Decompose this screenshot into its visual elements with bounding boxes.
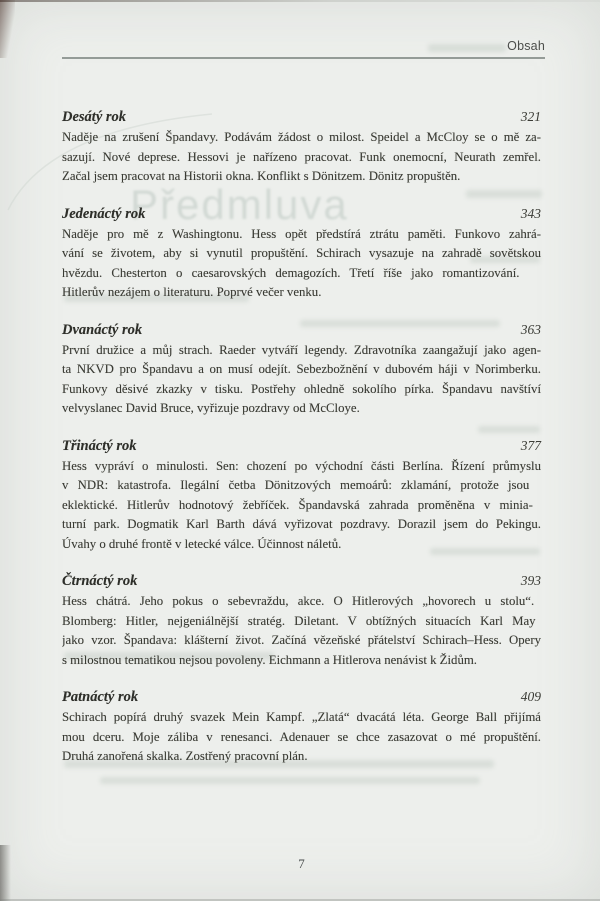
chapter-summary-line: s milostnou tematikou nejsou povoleny. Eichmann a Hitlerova nenávist k Židům. xyxy=(62,652,477,667)
chapter-summary-line: Začal jsem pracovat na Historii okna. Konflikt s Dönitzem. Dönitz propuštěn. xyxy=(62,169,461,183)
chapter-summary-line: vání se životem, aby si vynutil propuštění. Schirach vysazuje na zahradě sovětskou xyxy=(62,246,541,260)
page-number: 7 xyxy=(298,856,305,871)
chapter-page-number: 409 xyxy=(520,689,541,704)
toc-section xyxy=(62,435,541,555)
running-header-title: Obsah xyxy=(507,39,545,53)
toc-section xyxy=(62,203,541,303)
toc-section xyxy=(62,686,541,767)
chapter-summary-line: Naděje pro mě z Washingtonu. Hess opět předstírá ztrátu paměti. Funkovo zahrá- xyxy=(62,226,541,241)
chapter-summary-line: hvězdu. Chesterton o caesarovských demagozích. Třetí říše jako romantizování. xyxy=(62,265,520,280)
toc-section xyxy=(62,319,541,419)
chapter-summary-line: v NDR: katastrofa. Ilegální četba Dönitzových memoárů: zklamání, protože jsou xyxy=(62,478,530,492)
chapter-title: Jedenáctý rok xyxy=(62,205,146,222)
chapter-heading-row xyxy=(62,435,541,456)
chapter-title: Třináctý rok xyxy=(62,437,137,454)
chapter-page-number: 363 xyxy=(520,321,541,337)
chapter-summary-line: Druhá zanořená skalka. Zostřený pracovní plán. xyxy=(62,749,308,763)
chapter-summary-line: Hitlerův nezájem o literaturu. Poprvé večer venku. xyxy=(62,285,322,299)
bleedthrough-mark xyxy=(428,44,506,52)
chapter-heading-row xyxy=(62,570,541,591)
chapter-summary-line: sazují. Nové deprese. Hessovi je nařízeno pracovat. Funk onemocní, Neurath zemřel. xyxy=(62,149,541,164)
header-rule xyxy=(62,57,545,59)
chapter-heading-row xyxy=(62,203,541,224)
chapter-summary-line: mou dceru. Moje záliba v renesanci. Adenauer se chce zasazovat o mé propuštění. xyxy=(62,729,541,744)
chapter-heading-row xyxy=(62,106,541,127)
bleedthrough-title: Předmluva xyxy=(130,181,349,228)
chapter-summary-line: Úvahy o druhé frontě v letecké válce. Účinnost náletů. xyxy=(62,536,342,551)
chapter-page-number: 321 xyxy=(520,109,541,124)
scan-edge-top-left xyxy=(0,0,15,58)
chapter-title: Čtrnáctý rok xyxy=(62,573,138,589)
chapter-page-number: 343 xyxy=(520,205,541,221)
chapter-summary-line: Hess vypráví o minulosti. Sen: chození po východní části Berlína. Řízení průmyslu xyxy=(62,458,541,473)
table-of-contents xyxy=(62,106,541,783)
scan-edge-bottom-left xyxy=(0,845,11,901)
chapter-summary-line: eklektické. Hitlerův hodnotový žebříček. Špandavská zahrada proměněna v minia- xyxy=(62,497,533,512)
chapter-title: Patnáctý rok xyxy=(62,689,139,705)
chapter-heading-row xyxy=(62,319,541,340)
chapter-heading-row xyxy=(62,686,541,707)
chapter-summary-line: Naděje na zrušení Špandavy. Podávám žádost o milost. Speidel a McCloy se o mě za- xyxy=(62,130,541,144)
chapter-title: Desátý rok xyxy=(62,109,127,125)
chapter-summary-line: velvyslanec David Bruce, vyřizuje pozdravy od McCloye. xyxy=(62,401,360,415)
chapter-summary-line: První družice a můj strach. Raeder vytváří legendy. Zdravotníka zaangažují jako agen- xyxy=(62,342,541,357)
chapter-summary-line: turní park. Dogmatik Karl Barth dává vyřizovat pozdravy. Dorazil jsem do Pekingu. xyxy=(62,517,541,531)
chapter-summary-line: Funkovy děsivé zkazky v tisku. Postřehy ohledně sokolího pírka. Špandavu navštíví xyxy=(62,381,541,396)
chapter-summary-line: Hess chátrá. Jeho pokus o sebevraždu, akce. O Hitlerových „hovorech u stolu“. xyxy=(62,594,535,608)
chapter-summary-line: ta NKVD pro Špandavu a on musí odejít. Sebezbožnění v dubovém háji v Norimberku. xyxy=(62,362,541,376)
scan-edge-top xyxy=(0,0,600,2)
chapter-summary-line: jako vzor. Špandava: klášterní život. Začíná vězeňské přátelství Schirach–Hess. Opery xyxy=(62,633,541,647)
toc-section xyxy=(62,106,541,187)
chapter-page-number: 393 xyxy=(520,573,541,588)
chapter-title: Dvanáctý rok xyxy=(62,321,143,338)
toc-section xyxy=(62,570,541,670)
chapter-page-number: 377 xyxy=(520,437,541,453)
chapter-summary-line: Schirach popírá druhý svazek Mein Kampf. „Zlatá“ dvacátá léta. George Ball přijímá xyxy=(62,710,541,724)
chapter-summary-line: Blomberg: Hitler, nejgeniálnější stratég. Diletant. V obtížných situacích Karl May xyxy=(62,613,536,628)
